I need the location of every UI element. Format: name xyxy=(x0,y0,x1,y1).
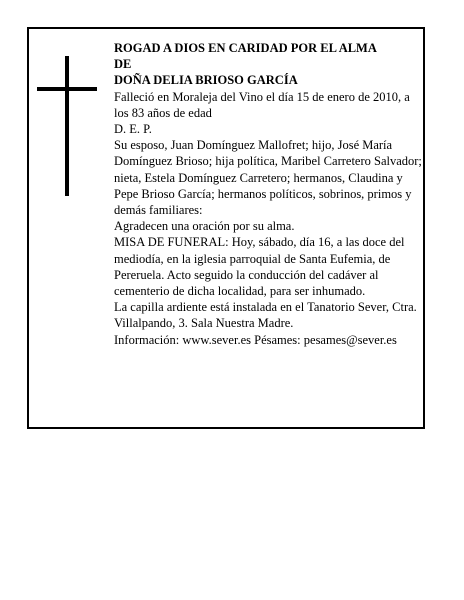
family-list: Su esposo, Juan Domínguez Mallofret; hijo, José María Domínguez Brioso; hija política, Maribel Carretero Salvador; nieta, Estela Domínguez Carretero; hermanos, Claudina y Pepe Brioso García; hermanos políticos, sobrinos, primos y demás familiares: xyxy=(114,138,422,218)
dep-abbreviation: D. E. P. xyxy=(114,122,152,137)
obituary-text xyxy=(114,40,424,348)
contact-info: Información: www.sever.es Pésames: pesames@sever.es xyxy=(114,332,397,347)
cross-horizontal-bar xyxy=(37,87,97,91)
heading-line-1: ROGAD A DIOS EN CARIDAD POR EL ALMA xyxy=(114,41,377,55)
cross-icon xyxy=(37,56,97,196)
funeral-details: MISA DE FUNERAL: Hoy, sábado, día 16, a las doce del mediodía, en la iglesia parroquial de Santa Eufemia, de Pereruela. Acto seguido la conducción del cadáver al cementerio de dicha localidad, para ser inhumado. xyxy=(114,235,405,299)
cross-vertical-bar xyxy=(65,56,69,196)
prayer-request: Agradecen una oración por su alma. xyxy=(114,219,295,234)
chapel-details: La capilla ardiente está instalada en el Tanatorio Sever, Ctra. Villalpando, 3. Sala Nuestra Madre. xyxy=(114,300,417,331)
heading-line-2: DE xyxy=(114,57,132,72)
deceased-name: DOÑA DELIA BRIOSO GARCÍA xyxy=(114,73,298,88)
death-details: Falleció en Moraleja del Vino el día 15 de enero de 2010, a los 83 años de edad xyxy=(114,89,410,120)
